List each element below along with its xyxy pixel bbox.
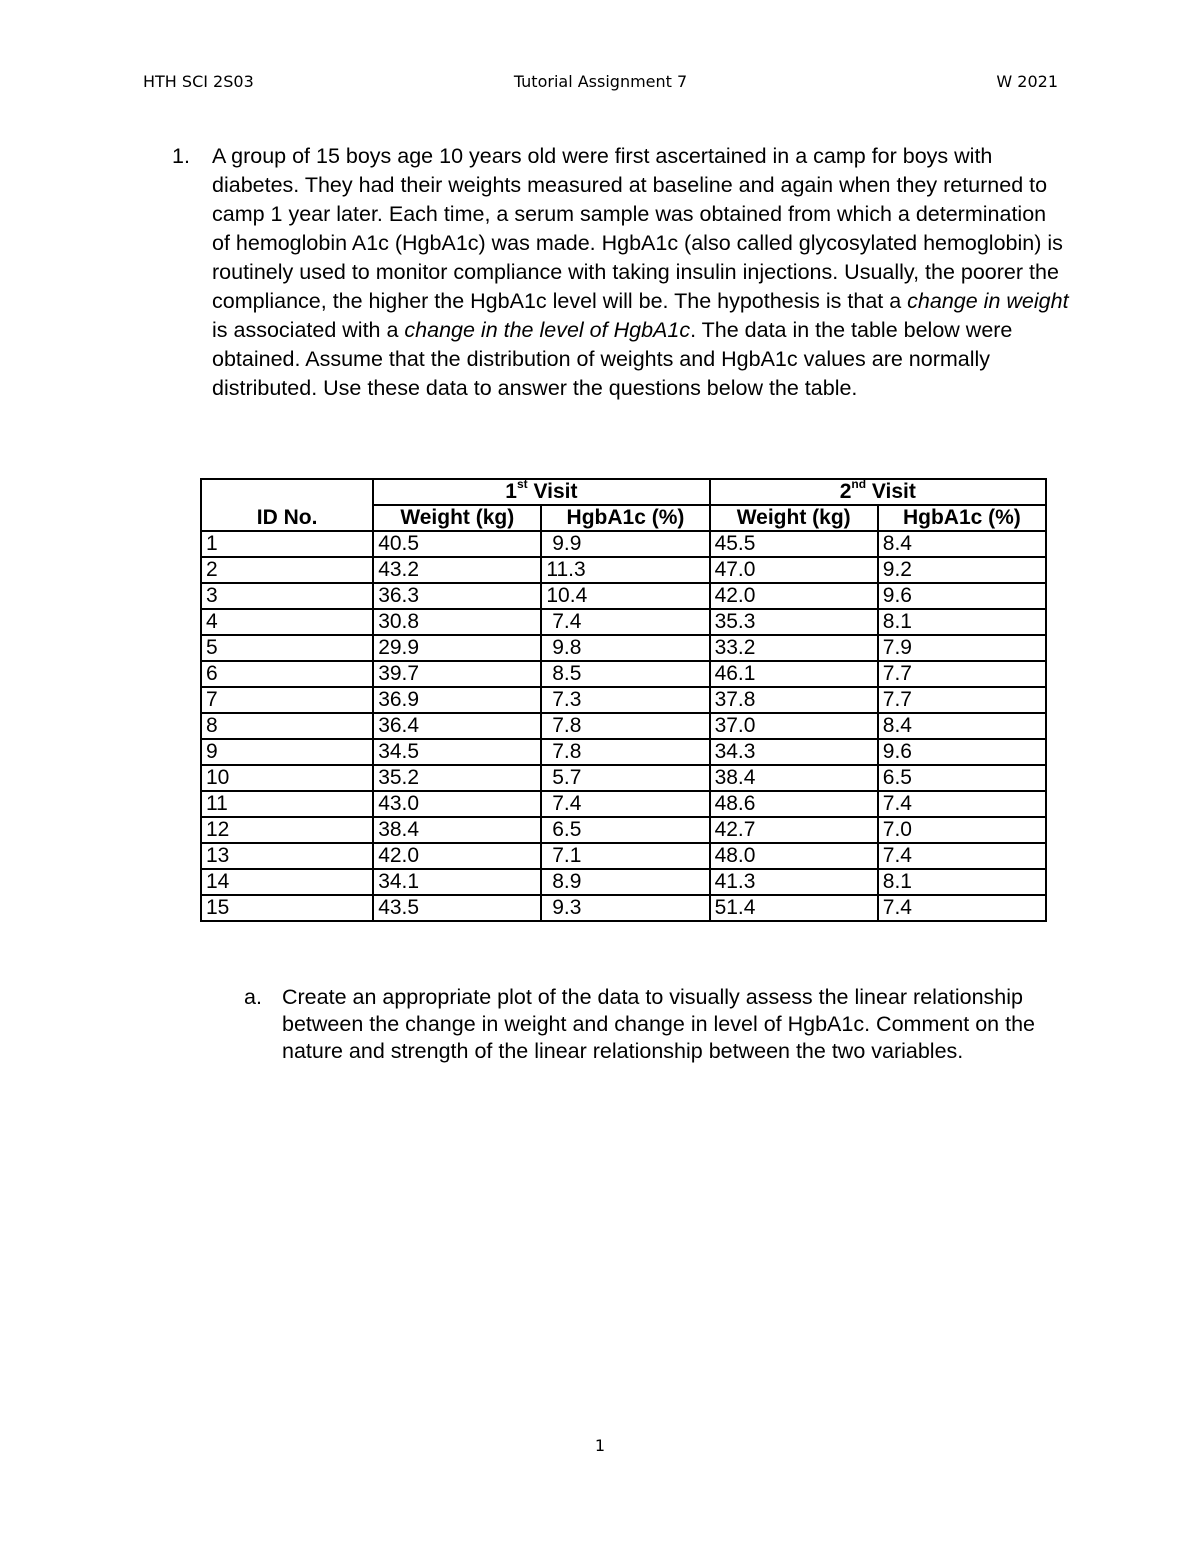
visit1-suffix: st [516, 477, 528, 491]
table-cell: 42.0 [373, 843, 541, 869]
table-cell: 8.5 [541, 661, 709, 687]
table-row [201, 687, 1046, 713]
subquestion-letter: a. [244, 985, 262, 1009]
visit2-suffix: nd [851, 477, 867, 491]
table-cell: 36.9 [373, 687, 541, 713]
table-cell: 7.7 [878, 687, 1046, 713]
table-cell: 1 [201, 531, 373, 557]
table-cell: 37.0 [710, 713, 878, 739]
table-cell: 9.3 [541, 895, 709, 921]
table-row [201, 583, 1046, 609]
table-cell: 12 [201, 817, 373, 843]
table-cell: 11 [201, 791, 373, 817]
assignment-title: Tutorial Assignment 7 [513, 72, 688, 91]
table-cell: 8.4 [878, 531, 1046, 557]
course-code: HTH SCI 2S03 [143, 72, 254, 91]
table-row [201, 791, 1046, 817]
table-cell: 4 [201, 609, 373, 635]
table-cell: 7.7 [878, 661, 1046, 687]
table-cell: 7.4 [878, 791, 1046, 817]
table-cell: 36.4 [373, 713, 541, 739]
table-row [201, 531, 1046, 557]
table-cell: 6.5 [878, 765, 1046, 791]
table-cell: 9.2 [878, 557, 1046, 583]
table-row [201, 817, 1046, 843]
table-cell: 7.0 [878, 817, 1046, 843]
table-cell: 43.2 [373, 557, 541, 583]
visit1-label: Visit [527, 480, 578, 503]
table-row [201, 869, 1046, 895]
table-cell: 9.9 [541, 531, 709, 557]
table-cell: 39.7 [373, 661, 541, 687]
col-header: HgbA1c (%) [878, 505, 1046, 531]
question-number: 1. [172, 144, 190, 168]
table-cell: 6 [201, 661, 373, 687]
table-row [201, 765, 1046, 791]
subquestion-text: Create an appropriate plot of the data to visually assess the linear relationship between the change in weight and change in level of HgbA1c. Comment on the nature and strength of the linear relationship between the two variables. [282, 985, 1035, 1063]
table-row [201, 739, 1046, 765]
visit2-number: 2 [839, 480, 852, 503]
table-cell: 43.5 [373, 895, 541, 921]
table-cell: 30.8 [373, 609, 541, 635]
table-row [201, 661, 1046, 687]
table-cell: 33.2 [710, 635, 878, 661]
table-cell: 14 [201, 869, 373, 895]
page-number: 1 [594, 1436, 606, 1455]
table-cell: 9.8 [541, 635, 709, 661]
table-cell: 6.5 [541, 817, 709, 843]
table-cell: 7.4 [541, 609, 709, 635]
table-cell: 51.4 [710, 895, 878, 921]
table-cell: 38.4 [710, 765, 878, 791]
question-emphasis-weight: change in weight [907, 289, 1069, 313]
visit2-header [710, 479, 1046, 505]
table-cell: 42.0 [710, 583, 878, 609]
table-cell: 8.1 [878, 869, 1046, 895]
table-cell: 13 [201, 843, 373, 869]
page-header [143, 72, 1058, 98]
term: W 2021 [996, 72, 1058, 91]
table-cell: 48.0 [710, 843, 878, 869]
table-cell: 5.7 [541, 765, 709, 791]
visit2-label: Visit [866, 480, 916, 503]
table-cell: 36.3 [373, 583, 541, 609]
table-row [201, 557, 1046, 583]
table-cell: 5 [201, 635, 373, 661]
table-cell: 7.3 [541, 687, 709, 713]
table-cell: 7.4 [541, 791, 709, 817]
table-row [201, 713, 1046, 739]
table-cell: 8.4 [878, 713, 1046, 739]
table-cell: 15 [201, 895, 373, 921]
table-cell: 7.8 [541, 739, 709, 765]
table-cell: 34.3 [710, 739, 878, 765]
table-body [201, 531, 1046, 921]
table-cell: 9.6 [878, 739, 1046, 765]
question-text-part: A group of 15 boys age 10 years old were first ascertained in a camp for boys with diabetes. They had their weights measured at baseline and again when they returned to camp 1 year later. Each time, a serum sample was obtained from which a determination of hemoglobin A1c (HgbA1c) was made. HgbA1c (also called glycosylated hemoglobin) is routinely used to monitor compliance with taking insulin injections. Usually, the poorer the compliance, the higher the HgbA1c level will be. The hypothesis is that a [212, 144, 1063, 313]
table-cell: 8 [201, 713, 373, 739]
table-cell: 9 [201, 739, 373, 765]
table-row [201, 843, 1046, 869]
table-cell: 7.4 [878, 895, 1046, 921]
data-table [200, 478, 1047, 922]
table-cell: 38.4 [373, 817, 541, 843]
table-cell: 10.4 [541, 583, 709, 609]
question-text [212, 142, 1070, 403]
table-cell: 7.8 [541, 713, 709, 739]
table-cell: 3 [201, 583, 373, 609]
table-row [201, 635, 1046, 661]
table-row [201, 895, 1046, 921]
table-cell: 34.1 [373, 869, 541, 895]
col-header: HgbA1c (%) [541, 505, 709, 531]
question-text-part: is associated with a [212, 318, 405, 342]
table-cell: 2 [201, 557, 373, 583]
table-cell: 41.3 [710, 869, 878, 895]
table-cell: 47.0 [710, 557, 878, 583]
subquestion-a [244, 984, 1074, 1065]
table-cell: 9.6 [878, 583, 1046, 609]
table-cell: 7.1 [541, 843, 709, 869]
table-cell: 7.4 [878, 843, 1046, 869]
table-row [201, 609, 1046, 635]
question-emphasis-hgba1c: change in the level of HgbA1c [404, 318, 691, 342]
visit1-number: 1 [505, 480, 517, 503]
id-header: ID No. [201, 479, 373, 531]
table-cell: 35.3 [710, 609, 878, 635]
table-cell: 7.9 [878, 635, 1046, 661]
table-cell: 48.6 [710, 791, 878, 817]
table-cell: 45.5 [710, 531, 878, 557]
table-cell: 42.7 [710, 817, 878, 843]
table-cell: 34.5 [373, 739, 541, 765]
col-header: Weight (kg) [373, 505, 541, 531]
question-text-part: . The data in the table below were obtained. Assume that the distribution of weights and HgbA1c values are normally distributed. Use these data to answer the questions below the table. [212, 318, 1013, 400]
table-cell: 7 [201, 687, 373, 713]
table-cell: 46.1 [710, 661, 878, 687]
table-cell: 29.9 [373, 635, 541, 661]
table-cell: 10 [201, 765, 373, 791]
table-cell: 8.9 [541, 869, 709, 895]
table-cell: 43.0 [373, 791, 541, 817]
col-header: Weight (kg) [710, 505, 878, 531]
table-cell: 11.3 [541, 557, 709, 583]
table-cell: 40.5 [373, 531, 541, 557]
table-cell: 35.2 [373, 765, 541, 791]
table-header-row [201, 479, 1046, 505]
question-1 [172, 142, 1072, 403]
table-cell: 8.1 [878, 609, 1046, 635]
visit1-header [373, 479, 709, 505]
table-cell: 37.8 [710, 687, 878, 713]
